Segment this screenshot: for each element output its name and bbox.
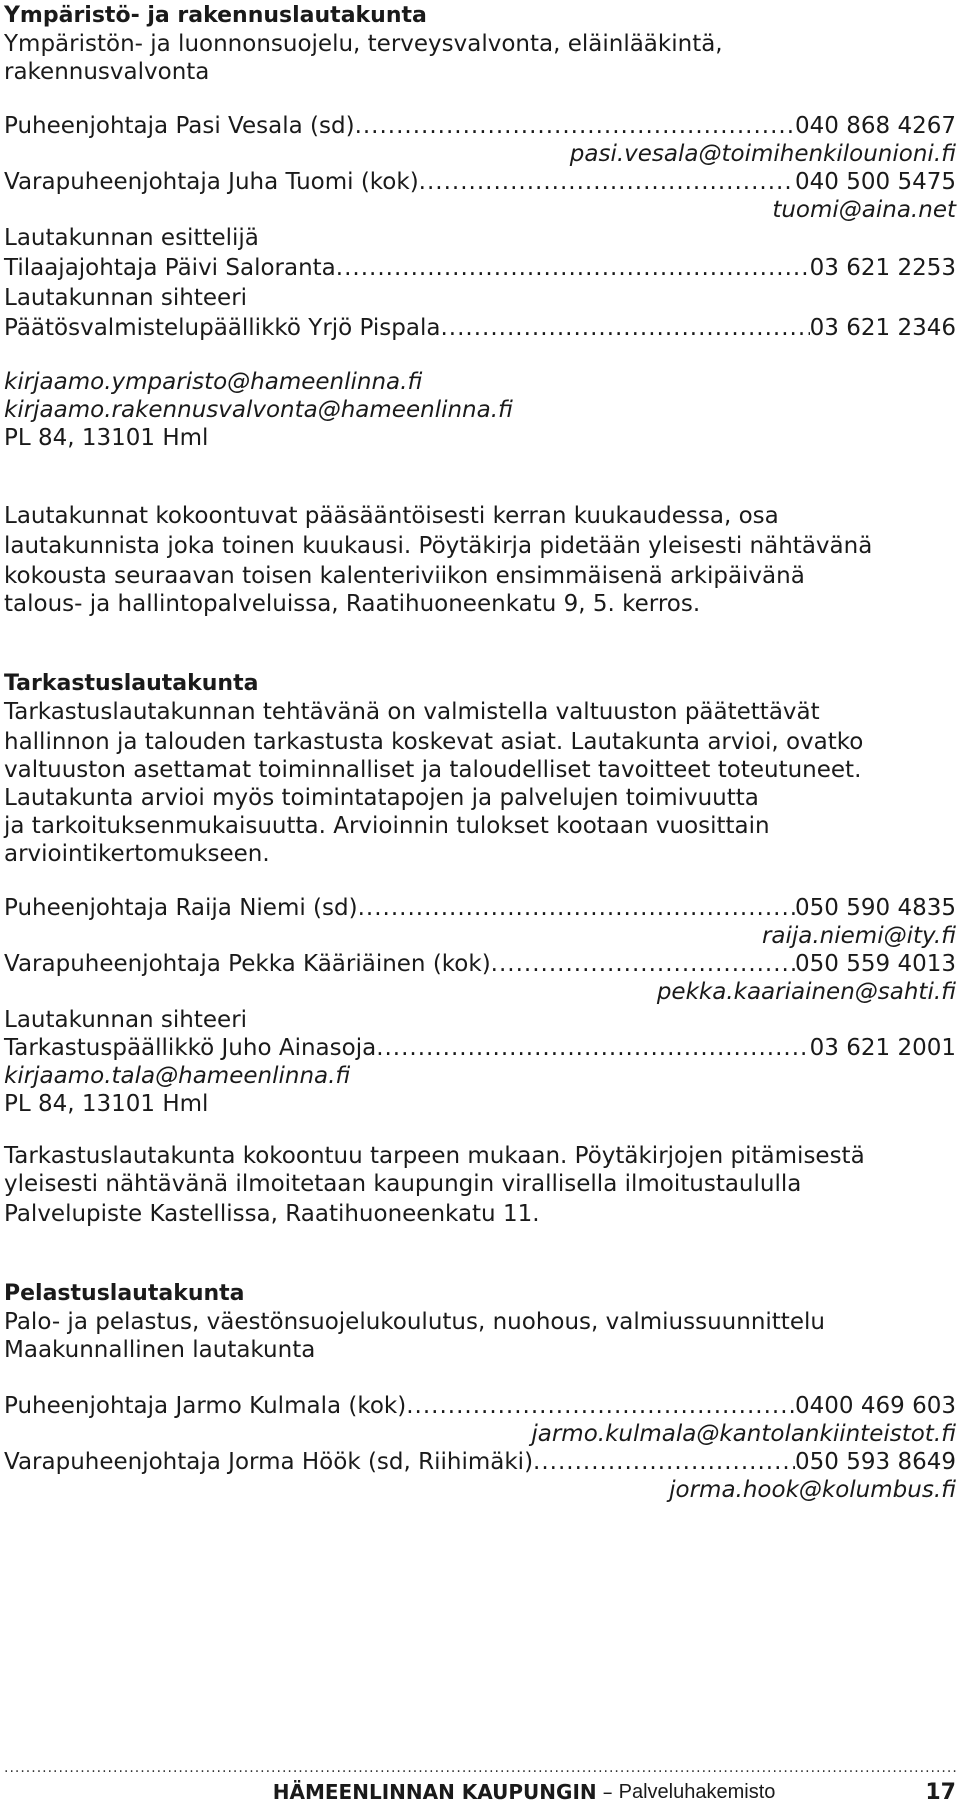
office-email: kirjaamo.rakennusvalvonta@hameenlinna.fi	[4, 397, 513, 423]
chair-email: raija.niemi@ity.fi	[761, 923, 956, 949]
vice-chair-email: pekka.kaariainen@sahti.fi	[656, 979, 956, 1005]
section-desc-line: Tarkastuslautakunnan tehtävänä on valmistella valtuuston päätettävät	[4, 699, 820, 725]
footer-dotted-rule	[4, 1766, 956, 1772]
footer-publication: Palveluhakemisto	[618, 1780, 776, 1803]
section-heading-pelastus: Pelastuslautakunta	[4, 1281, 245, 1306]
page-footer	[4, 1776, 956, 1808]
section-desc-line: Maakunnallinen lautakunta	[4, 1337, 316, 1363]
chair-label: Puheenjohtaja Raija Niemi (sd)	[4, 895, 358, 921]
vice-chair-phone: 050 559 4013	[795, 951, 956, 977]
secretary-title: Lautakunnan sihteeri	[4, 285, 248, 311]
office-email: kirjaamo.ymparisto@hameenlinna.fi	[4, 369, 423, 395]
meeting-note-line: Palvelupiste Kastellissa, Raatihuoneenkatu 11.	[4, 1201, 540, 1227]
footer-dash: –	[602, 1780, 613, 1804]
chair-email: pasi.vesala@toimihenkilounioni.fi	[569, 141, 956, 167]
section-heading-ymparisto: Ympäristö- ja rakennuslautakunta	[4, 3, 427, 28]
meeting-note-line: lautakunnista joka toinen kuukausi. Pöytäkirja pidetään yleisesti nähtävänä	[4, 533, 873, 559]
postal-address: PL 84, 13101 Hml	[4, 1091, 209, 1117]
office-email: kirjaamo.tala@hameenlinna.fi	[4, 1063, 351, 1089]
vice-chair-email: tuomi@aina.net	[772, 197, 956, 223]
section-desc-line: ja tarkoituksenmukaisuutta. Arvioinnin tulokset kootaan vuosittain	[4, 813, 770, 839]
vice-chair-label: Varapuheenjohtaja Pekka Kääriäinen (kok)	[4, 951, 491, 977]
footer-city: HÄMEENLINNAN KAUPUNGIN	[272, 1780, 597, 1804]
secretary-label: Päätösvalmistelupäällikkö Yrjö Pispala	[4, 315, 441, 341]
vice-chair-phone: 050 593 8649	[795, 1449, 956, 1475]
leader-dots	[336, 252, 810, 284]
document-page	[4, 0, 956, 1812]
presenter-label: Tilaajajohtaja Päivi Saloranta	[4, 255, 336, 281]
chair-email: jarmo.kulmala@kantolankiinteistot.fi	[531, 1421, 956, 1447]
chair-phone: 050 590 4835	[795, 895, 956, 921]
vice-chair-phone: 040 500 5475	[795, 169, 956, 195]
chair-phone: 040 868 4267	[795, 113, 956, 139]
section-heading-tarkastus: Tarkastuslautakunta	[4, 671, 259, 696]
vice-chair-label: Varapuheenjohtaja Jorma Höök (sd, Riihimäki)	[4, 1449, 534, 1475]
section-desc-line: arviointikertomukseen.	[4, 841, 270, 867]
leader-dots	[440, 312, 809, 344]
secretary-label: Tarkastuspäällikkö Juho Ainasoja	[4, 1035, 377, 1061]
postal-address: PL 84, 13101 Hml	[4, 425, 209, 451]
vice-chair-email: jorma.hook@kolumbus.fi	[669, 1477, 956, 1503]
meeting-note-line: talous- ja hallintopalveluissa, Raatihuoneenkatu 9, 5. kerros.	[4, 591, 701, 617]
chair-label: Puheenjohtaja Jarmo Kulmala (kok)	[4, 1393, 407, 1419]
presenter-row	[4, 252, 956, 284]
meeting-note-line: yleisesti nähtävänä ilmoitetaan kaupungin virallisella ilmoitustaululla	[4, 1171, 802, 1197]
page-number: 17	[925, 1779, 956, 1805]
section-desc-line: Ympäristön- ja luonnonsuojelu, terveysvalvonta, eläinlääkintä,	[4, 31, 723, 57]
secretary-row	[4, 312, 956, 344]
vice-chair-label: Varapuheenjohtaja Juha Tuomi (kok)	[4, 169, 419, 195]
secretary-title: Lautakunnan sihteeri	[4, 1007, 248, 1033]
chair-phone: 0400 469 603	[795, 1393, 956, 1419]
section-desc-line: Palo- ja pelastus, väestönsuojelukoulutus, nuohous, valmiussuunnittelu	[4, 1309, 825, 1335]
presenter-title: Lautakunnan esittelijä	[4, 225, 259, 251]
secretary-phone: 03 621 2001	[809, 1035, 956, 1061]
secretary-phone: 03 621 2346	[809, 315, 956, 341]
section-desc-line: Lautakunta arvioi myös toimintatapojen ja palvelujen toimivuutta	[4, 785, 759, 811]
meeting-note-line: kokousta seuraavan toisen kalenteriviikon ensimmäisenä arkipäivänä	[4, 563, 805, 589]
chair-label: Puheenjohtaja Pasi Vesala (sd)	[4, 113, 355, 139]
section-desc-line: rakennusvalvonta	[4, 59, 210, 85]
meeting-note-line: Lautakunnat kokoontuvat pääsääntöisesti kerran kuukaudessa, osa	[4, 503, 779, 529]
section-desc-line: valtuuston asettamat toiminnalliset ja taloudelliset tavoitteet toteutuneet.	[4, 757, 862, 783]
meeting-note-line: Tarkastuslautakunta kokoontuu tarpeen mukaan. Pöytäkirjojen pitämisestä	[4, 1143, 865, 1169]
presenter-phone: 03 621 2253	[809, 255, 956, 281]
section-desc-line: hallinnon ja talouden tarkastusta koskevat asiat. Lautakunta arvioi, ovatko	[4, 729, 864, 755]
